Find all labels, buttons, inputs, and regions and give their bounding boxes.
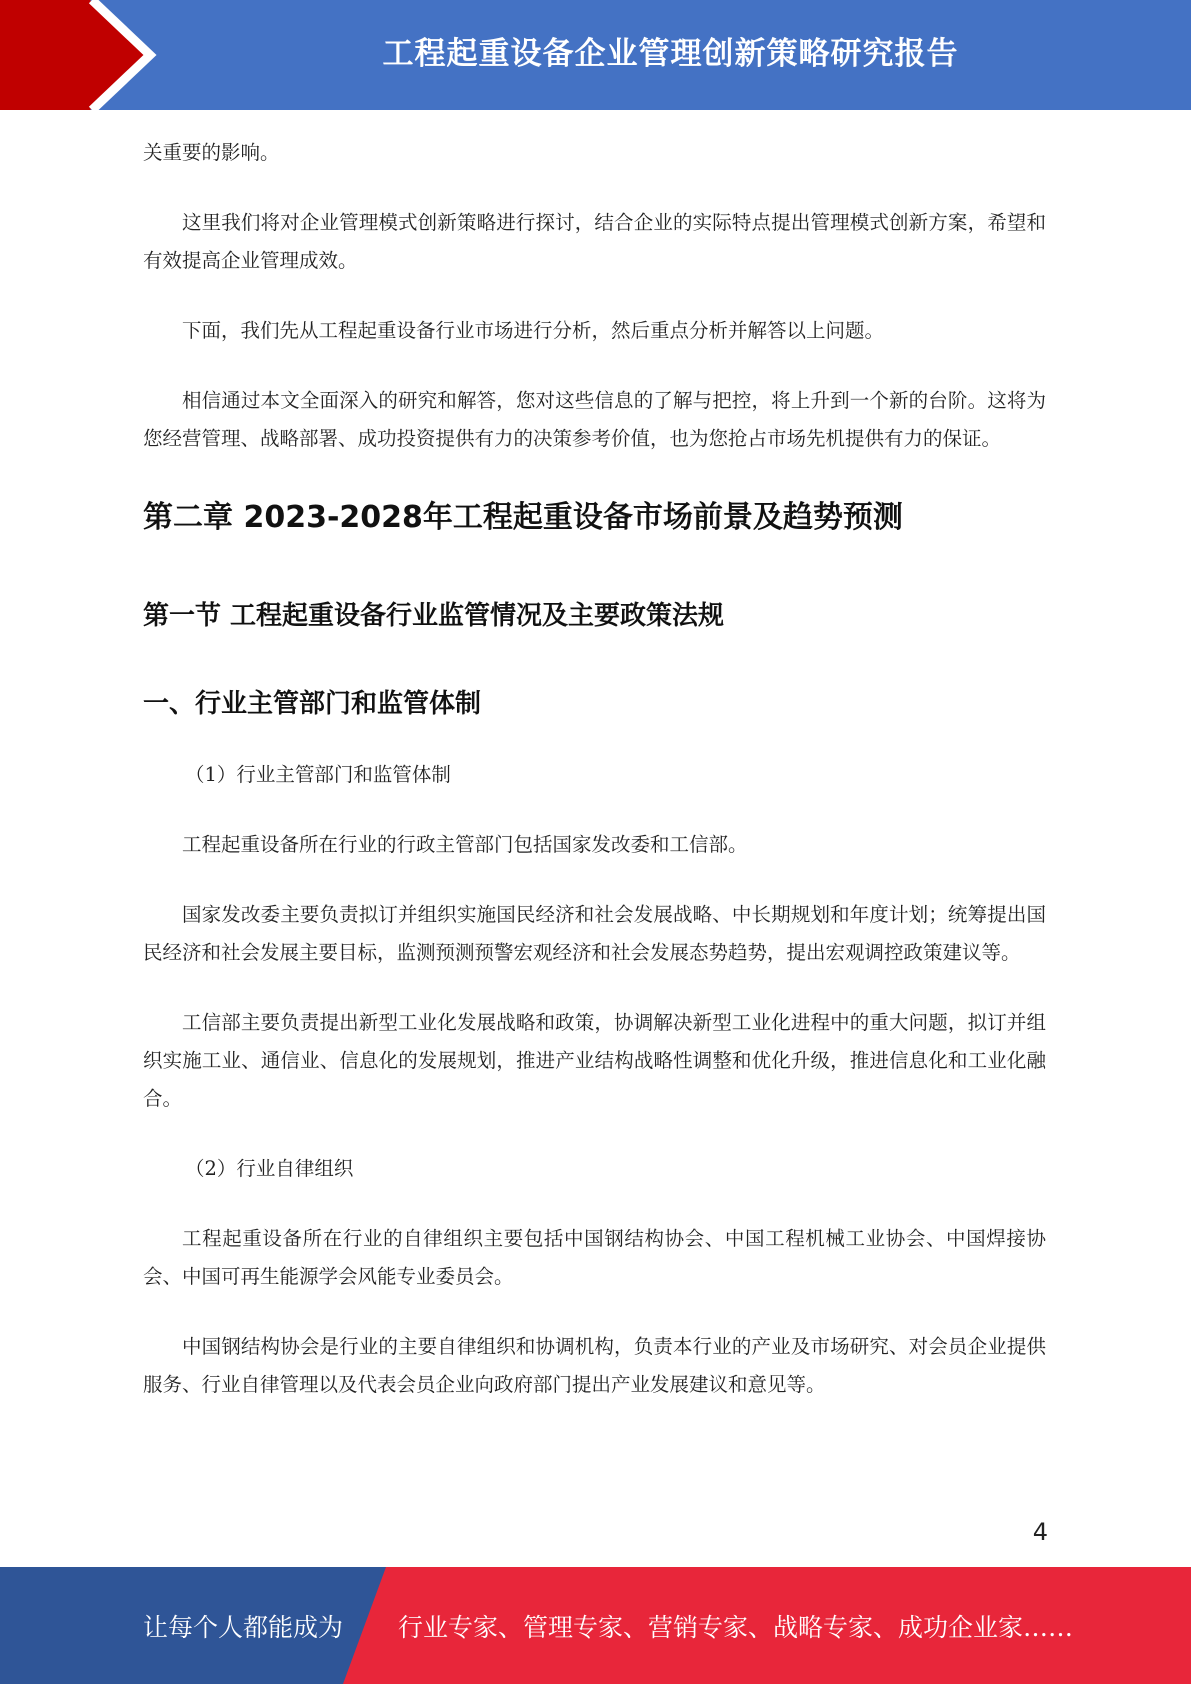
- page-number: 4: [1032, 1518, 1048, 1546]
- header-arrow-decoration: [0, 0, 160, 110]
- report-title: 工程起重设备企业管理创新策略研究报告: [382, 35, 959, 72]
- document-body: [143, 134, 1046, 1404]
- paragraph: 这里我们将对企业管理模式创新策略进行探讨，结合企业的实际特点提出管理模式创新方案，希望和有效提高企业管理成效。: [143, 211, 1046, 272]
- paragraph: 工程起重设备所在行业的自律组织主要包括中国钢结构协会、中国工程机械工业协会、中国焊接协会、中国可再生能源学会风能专业委员会。: [143, 1227, 1046, 1288]
- paragraph: 中国钢结构协会是行业的主要自律组织和协调机构，负责本行业的产业及市场研究、对会员企业提供服务、行业自律管理以及代表会员企业向政府部门提出产业发展建议和意见等。: [143, 1335, 1046, 1396]
- list-item-heading: （2）行业自律组织: [185, 1157, 354, 1180]
- paragraph: 工信部主要负责提出新型工业化发展战略和政策，协调解决新型工业化进程中的重大问题，拟订并组织实施工业、通信业、信息化的发展规划，推进产业结构战略性调整和优化升级，推进信息化和工业化融合。: [143, 1011, 1046, 1110]
- footer-slogan-right: 行业专家、管理专家、营销专家、战略专家、成功企业家……: [398, 1612, 1074, 1642]
- paragraph: 相信通过本文全面深入的研究和解答，您对这些信息的了解与把控，将上升到一个新的台阶。这将为您经营管理、战略部署、成功投资提供有力的决策参考价值，也为您抢占市场先机提供有力的保证。: [143, 389, 1046, 450]
- subsection-heading: 一、行业主管部门和监管体制: [143, 689, 482, 719]
- chapter-heading: 第二章 2023-2028年工程起重设备市场前景及趋势预测: [143, 500, 903, 535]
- footer-banner: [0, 1567, 1191, 1684]
- list-item-heading: （1）行业主管部门和监管体制: [185, 763, 451, 786]
- paragraph: 下面，我们先从工程起重设备行业市场进行分析，然后重点分析并解答以上问题。: [182, 319, 885, 342]
- paragraph: 工程起重设备所在行业的行政主管部门包括国家发改委和工信部。: [182, 833, 748, 856]
- paragraph: 国家发改委主要负责拟订并组织实施国民经济和社会发展战略、中长期规划和年度计划；统筹提出国民经济和社会发展主要目标，监测预测预警宏观经济和社会发展态势趋势，提出宏观调控政策建议等。: [143, 903, 1046, 964]
- paragraph: 关重要的影响。: [143, 141, 280, 164]
- section-heading: 第一节 工程起重设备行业监管情况及主要政策法规: [143, 601, 725, 631]
- footer-slogan-left: 让每个人都能成为: [143, 1612, 344, 1642]
- header-banner: [0, 0, 1191, 110]
